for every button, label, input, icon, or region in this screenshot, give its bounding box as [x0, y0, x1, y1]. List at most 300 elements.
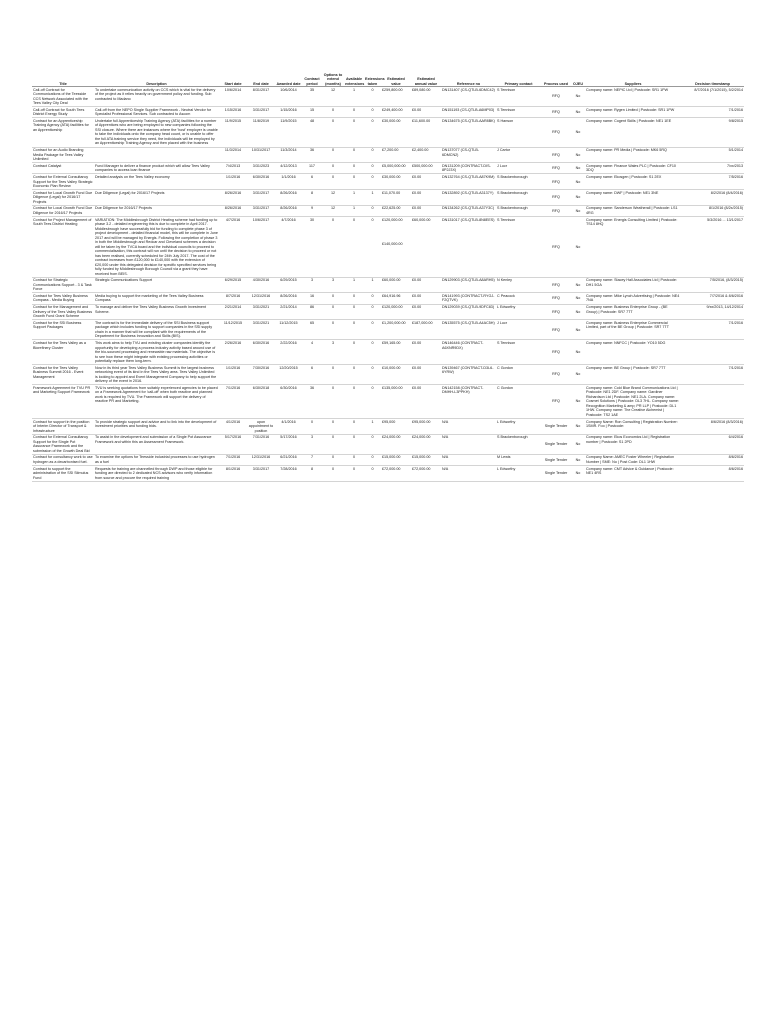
cell-reference-no-text: DN129039 (CS-QTLB-9DFC83): [442, 305, 495, 310]
cell-contract-period: [302, 147, 322, 163]
cell-annual-value: [411, 365, 441, 385]
cell-reference-no-text: DN151193 (CS-QTLB-A6MP03): [442, 107, 495, 112]
cell-process-used: [541, 217, 571, 278]
cell-start-date-text: 2/21/2014: [224, 305, 242, 310]
cell-options: [322, 190, 344, 206]
cell-process-used: [541, 466, 571, 482]
cell-title-text: Framework Agreement for TVU PR and Marketing Support Framework: [33, 385, 91, 395]
cell-available-text: 0: [352, 341, 356, 346]
cell-title: [32, 217, 94, 278]
cell-description: [94, 163, 219, 174]
cell-available-text: 0: [352, 305, 356, 310]
cell-options: [322, 87, 344, 107]
cell-process-used-text: RFQ: [552, 208, 560, 213]
cell-taken-text: 0: [371, 365, 374, 370]
cell-options-text: 12: [330, 190, 336, 195]
cell-estimated-value: [381, 419, 411, 435]
cell-taken-text: 1: [371, 278, 374, 283]
cell-decision-timestamp-text: 8/1/2016 (8/2x/2015): [708, 206, 743, 211]
cell-description-text: To examine the options for Teesside industrial processes to use hydrogen as a fuel: [95, 455, 215, 464]
cell-primary-contact-text: S Brackenborough: [497, 435, 528, 440]
cell-primary-contact: [496, 87, 541, 107]
cell-estimated-value: [381, 107, 411, 118]
cell-taken-text: 0: [371, 163, 374, 168]
table-row: [32, 190, 744, 206]
cell-taken: [364, 277, 381, 293]
cell-contract-period-text: 86: [309, 305, 315, 310]
cell-options: [322, 107, 344, 118]
cell-taken-text: 0: [371, 217, 374, 222]
cell-available-text: 0: [352, 435, 356, 440]
table-row: [32, 293, 744, 304]
cell-available: [344, 147, 364, 163]
cell-suppliers: [585, 466, 681, 482]
cell-awarded-date: [275, 434, 302, 454]
table-row: [32, 277, 744, 293]
col-estimated-value: Estimated value: [381, 72, 411, 87]
cell-end-date-text: 3/31/2017: [252, 107, 270, 112]
cell-description-text: Due Diligence for 2016/17 Projects: [95, 206, 152, 211]
cell-process-used-text: RFQ: [552, 350, 560, 355]
cell-options: [322, 217, 344, 278]
cell-estimated-value: [381, 174, 411, 190]
cell-awarded-date: [275, 277, 302, 293]
cell-estimated-value: [381, 118, 411, 147]
cell-decision-timestamp-text: 8/2/2016 (8/4/2016): [710, 190, 743, 195]
cell-suppliers-text: Company name: Ekosgen | Postcode: S1 2EX: [586, 175, 662, 180]
cell-process-used: [541, 190, 571, 206]
cell-description-text: TVU is seeking quotations from suitably experienced agencies to be placed on a Framework Agreement for 'call-off' when both reactive and planned work is required by TVU. The Framework will support the delivery of reactive PR and Marketing.: [95, 385, 218, 404]
cell-title: [32, 434, 94, 454]
cell-awarded-date: [275, 385, 302, 419]
cell-contract-period-text: 117: [309, 163, 315, 168]
cell-available: [344, 434, 364, 454]
cell-decision-timestamp: [681, 365, 744, 385]
cell-options: [322, 147, 344, 163]
cell-available: [344, 419, 364, 435]
cell-decision-timestamp: [681, 320, 744, 340]
cell-annual-value-text: £500,000.00: [412, 163, 433, 168]
cell-awarded-date-text: 1/1/2016: [281, 175, 296, 180]
cell-estimated-value-text: £24,000.00: [382, 435, 401, 440]
cell-primary-contact: [496, 277, 541, 293]
cell-description-text: To undertake communication activity on CCS which is vital for the delivery of the project as it relies heavily on government policy and funding. Sub contracted to Madano: [95, 87, 216, 101]
cell-end-date: [247, 174, 275, 190]
cell-estimated-value: [381, 277, 411, 293]
cell-estimated-value-text: £120,000.00: [382, 305, 403, 310]
cell-awarded-date: [275, 320, 302, 340]
cell-contract-period-text: 35: [309, 87, 315, 92]
cell-description-text: This work aims to help TVU and existing cluster companies identify the opportunity for developing a process industry activity based around use of the bio-sourced processing and renewable raw materials. The objective is to see how these might integrate with existing processing activities or potentially replace them long-term.: [95, 341, 216, 364]
cell-reference-no-text: N/A: [442, 419, 449, 424]
cell-taken: [364, 385, 381, 419]
cell-description: [94, 293, 219, 304]
cell-options: [322, 304, 344, 320]
cell-reference-no: [441, 365, 496, 385]
cell-contract-period: [302, 419, 322, 435]
cell-process-used: [541, 277, 571, 293]
cell-ojeu-text: No: [575, 94, 581, 99]
cell-description-text: Now in its third year Tees Valley Business Summit is the largest business networking event of its kind in the Tees Valley area. Tees Valley Unlimited is looking to appoint and Event Management Company to help support the delivery of the event in 2016.: [95, 365, 217, 384]
cell-reference-no-text: DN141993 (CONTRACT-RYGJ-F2QTVK): [442, 293, 495, 303]
col-contract-period: Contract period: [302, 72, 322, 87]
cell-ojeu: [571, 454, 585, 465]
cell-reference-no-text: DN129903 (CS-QTLB-A8ARH5): [442, 278, 495, 283]
cell-primary-contact: [496, 466, 541, 482]
cell-estimated-value-text: £11,070.00: [382, 190, 401, 195]
cell-available: [344, 293, 364, 304]
cell-description: [94, 304, 219, 320]
cell-available: [344, 190, 364, 206]
cell-title: [32, 385, 94, 419]
cell-available: [344, 174, 364, 190]
cell-end-date: [247, 107, 275, 118]
cell-start-date-text: 2/26/2016: [224, 341, 242, 346]
cell-decision-timestamp-text: 8/6/2016: [728, 455, 743, 460]
cell-process-used-text: RFQ: [552, 166, 560, 171]
cell-description: [94, 277, 219, 293]
cell-end-date: [247, 217, 275, 278]
cell-suppliers: [585, 87, 681, 107]
cell-taken: [364, 147, 381, 163]
cell-awarded-date: [275, 118, 302, 147]
cell-estimated-value: [381, 293, 411, 304]
cell-available-text: 1: [352, 87, 356, 92]
cell-title-text: Call-off Contract for South Tees District Energy Study: [33, 107, 85, 117]
cell-title: [32, 304, 94, 320]
cell-annual-value: [411, 385, 441, 419]
cell-description-text: To manage and deliver the Tees Valley Business Growth Investment Scheme.: [95, 305, 206, 314]
cell-end-date-text: 10/6/2017: [252, 217, 270, 222]
cell-primary-contact-text: M Lewis: [497, 455, 511, 460]
cell-contract-period-text: 3: [310, 435, 314, 440]
cell-options-text: 0: [331, 466, 335, 471]
cell-suppliers-text: Company name: Stacey Hall Associates Ltd | Postcode: DH1 5GA: [586, 278, 677, 287]
table-row: [32, 365, 744, 385]
cell-start-date-text: 6/29/2015: [224, 278, 242, 283]
cell-contract-period-text: 7: [310, 455, 314, 460]
cell-process-used-text: RFQ: [552, 309, 560, 314]
cell-process-used-text: RFQ: [552, 110, 560, 115]
cell-description: [94, 205, 219, 216]
cell-suppliers-text: Company name: Finance Wales PLC | Postcode: CF10 3DQ: [586, 163, 676, 173]
cell-awarded-date-text: 8/26/2016: [280, 206, 297, 211]
cell-contract-period-text: 48: [309, 118, 315, 123]
cell-awarded-date: [275, 340, 302, 365]
cell-title: [32, 419, 94, 435]
cell-awarded-date: [275, 419, 302, 435]
cell-available: [344, 466, 364, 482]
col-start-date: Start date: [219, 72, 247, 87]
cell-suppliers-text: Company name: Mike Lynch Advertising | Postcode: NE4 7NA: [586, 293, 680, 303]
cell-annual-value: [411, 205, 441, 216]
cell-start-date: [219, 340, 247, 365]
cell-decision-timestamp: [681, 163, 744, 174]
cell-decision-timestamp-text: 6/4/2016: [728, 435, 743, 440]
cell-ojeu: [571, 293, 585, 304]
cell-available-text: 1: [352, 206, 356, 211]
cell-start-date: [219, 147, 247, 163]
cell-reference-no: [441, 277, 496, 293]
table-row: [32, 205, 744, 216]
cell-title: [32, 147, 94, 163]
col-title: Title: [32, 72, 94, 87]
cell-suppliers: [585, 277, 681, 293]
cell-process-used: [541, 107, 571, 118]
cell-contract-period: [302, 320, 322, 340]
cell-estimated-value: [381, 217, 411, 278]
cell-primary-contact: [496, 107, 541, 118]
cell-process-used-text: RFQ: [552, 195, 560, 200]
cell-ojeu-text: No: [575, 457, 581, 462]
cell-annual-value-text: £24,000.00: [412, 435, 431, 440]
cell-awarded-date-text: 2/22/2016: [280, 341, 297, 346]
cell-reference-no: [441, 205, 496, 216]
cell-available: [344, 340, 364, 365]
cell-taken-text: 0: [371, 175, 374, 180]
cell-estimated-value: [381, 365, 411, 385]
cell-taken-text: 0: [371, 87, 374, 92]
cell-taken-text: 1: [371, 190, 374, 195]
cell-options: [322, 466, 344, 482]
cell-annual-value: [411, 147, 441, 163]
cell-primary-contact-text: S Brackenborough: [497, 190, 528, 195]
cell-decision-timestamp: [681, 205, 744, 216]
table-row: [32, 304, 744, 320]
cell-primary-contact-text: J Lucr: [497, 163, 508, 168]
cell-decision-timestamp: [681, 190, 744, 206]
cell-process-used-text: Single Tender: [544, 457, 568, 462]
cell-title-text: Contract for the Tees Valley as a Biorefinery Cluster: [33, 341, 86, 350]
cell-options-text: 0: [331, 118, 335, 123]
cell-suppliers-text: Company name: NNFCC | Postcode: YO10 5DG: [586, 341, 666, 346]
cell-estimated-value-text: £259,800.00: [382, 87, 403, 92]
cell-suppliers-text: Company name: Sanderson Weatherall | Postcode: LS1 4RG: [586, 206, 678, 215]
cell-end-date: [247, 320, 275, 340]
table-row: [32, 217, 744, 278]
cell-end-date: [247, 190, 275, 206]
cell-taken: [364, 466, 381, 482]
cell-annual-value: [411, 118, 441, 147]
cell-estimated-value-text: £30,000.00: [382, 175, 401, 180]
cell-ojeu-text: No: [575, 282, 581, 287]
cell-annual-value-text: £0.00: [412, 190, 422, 195]
cell-process-used-text: Single Tender: [544, 424, 568, 429]
cell-decision-timestamp: [681, 466, 744, 482]
cell-options-text: 12: [330, 206, 336, 211]
cell-ojeu-text: No: [575, 471, 581, 476]
cell-decision-timestamp: [681, 454, 744, 465]
cell-primary-contact: [496, 147, 541, 163]
cell-end-date-text: 7/31/2016: [252, 435, 270, 440]
cell-primary-contact: [496, 434, 541, 454]
col-ojeu: OJEU: [571, 72, 585, 87]
cell-reference-no: [441, 304, 496, 320]
cell-suppliers-text: Company Name: AMEC Foster Wheeler | Registration Number | SME: No | Post Code: DL1 1HW: [586, 455, 675, 464]
cell-reference-no: [441, 419, 496, 435]
cell-end-date-text: 3/31/2021: [252, 320, 270, 325]
cell-available-text: 0: [352, 217, 356, 222]
cell-suppliers-text: Company Name: Ron Consulting | Registration Number: 1SMR. Foo | Postcode:: [586, 419, 678, 429]
cell-end-date: [247, 419, 275, 435]
col-process-used: Process used: [541, 72, 571, 87]
cell-suppliers-text: Company name: NEPIC Ltd | Postcode: SR1 1PW: [586, 87, 669, 92]
cell-primary-contact-text: C Gordon: [497, 365, 513, 370]
cell-decision-timestamp-text: 7/5/2016: [728, 175, 743, 180]
cell-reference-no: [441, 454, 496, 465]
cell-options-text: 0: [331, 148, 335, 153]
cell-primary-contact-text: L Edworthy: [497, 466, 516, 471]
cell-awarded-date: [275, 466, 302, 482]
cell-title-text: Contract to support the administration of the SSI Stimulus Fund: [33, 466, 89, 480]
cell-ojeu-text: No: [575, 152, 581, 157]
cell-primary-contact-text: S Tennison: [497, 87, 516, 92]
cell-primary-contact-text: S Brackenborough: [497, 175, 528, 180]
cell-primary-contact-text: S Tennison: [497, 217, 516, 222]
cell-options-text: 0: [331, 175, 335, 180]
cell-available-text: 0: [352, 163, 356, 168]
cell-ojeu-text: No: [575, 350, 581, 355]
cell-options-text: 0: [331, 305, 335, 310]
cell-primary-contact: [496, 293, 541, 304]
cell-taken-text: 0: [371, 455, 374, 460]
cell-estimated-value: [381, 466, 411, 482]
cell-reference-no-text: DN142158 (CONTRACT-DMHH-L3PPKH): [442, 385, 484, 395]
cell-start-date: [219, 190, 247, 206]
cell-description: [94, 217, 219, 278]
cell-awarded-date-text: 4/12/2013: [280, 163, 297, 168]
cell-process-used: [541, 434, 571, 454]
cell-start-date-text: 8/26/2016: [224, 190, 242, 195]
cell-contract-period-text: 65: [309, 320, 315, 325]
cell-available-text: 0: [352, 365, 356, 370]
cell-estimated-value: [381, 340, 411, 365]
cell-decision-timestamp-text: 7/1/2016: [728, 320, 743, 325]
cell-start-date: [219, 466, 247, 482]
cell-annual-value: [411, 419, 441, 435]
cell-decision-timestamp: [681, 118, 744, 147]
cell-title-text: Contract Catalyst: [33, 163, 62, 168]
cell-end-date: [247, 293, 275, 304]
cell-annual-value: [411, 466, 441, 482]
cell-awarded-date-text: 11/12/2015: [279, 320, 298, 325]
cell-available-text: 0: [352, 148, 356, 153]
cell-awarded-date: [275, 87, 302, 107]
cell-available-text: 0: [352, 175, 356, 180]
cell-primary-contact: [496, 365, 541, 385]
cell-end-date: [247, 385, 275, 419]
cell-start-date: [219, 304, 247, 320]
cell-start-date: [219, 107, 247, 118]
cell-options-text: 0: [331, 293, 335, 298]
cell-estimated-value: [381, 163, 411, 174]
cell-estimated-value-text: £5,000,000.00: [382, 163, 406, 168]
cell-contract-period-text: 6: [310, 175, 314, 180]
cell-contract-period-text: 6: [310, 365, 314, 370]
cell-ojeu-text: No: [575, 372, 581, 377]
cell-reference-no-text: DN134675 (CS-QTLB-AAR8BK): [442, 118, 495, 123]
cell-suppliers-text: Company name: Rygen Limited | Postcode: SR1 1PW: [586, 107, 675, 112]
cell-process-used: [541, 174, 571, 190]
cell-title: [32, 320, 94, 340]
cell-options-text: 0: [331, 385, 335, 390]
cell-ojeu: [571, 340, 585, 365]
cell-end-date-text: 6/30/2018: [252, 385, 270, 390]
cell-title: [32, 466, 94, 482]
table-row: [32, 385, 744, 419]
cell-awarded-date-text: 4/7/2016: [281, 217, 296, 222]
cell-start-date-text: 4/7/2016: [225, 217, 241, 222]
cell-taken: [364, 107, 381, 118]
cell-end-date-text: 3/31/2023: [252, 163, 270, 168]
cell-annual-value-text: £0.00: [412, 107, 422, 112]
cell-annual-value-text: £0.00: [412, 206, 422, 211]
cell-suppliers-text: Company name: BE Group | Postcode: SR7 7TT: [586, 365, 666, 370]
cell-primary-contact: [496, 320, 541, 340]
cell-estimated-value-text: £22,625.00: [382, 206, 401, 211]
cell-options: [322, 340, 344, 365]
cell-primary-contact-text: S Tennison: [497, 107, 516, 112]
cell-annual-value-text: £89,080.00: [412, 87, 431, 92]
cell-description: [94, 147, 219, 163]
cell-available: [344, 118, 364, 147]
cell-end-date-text: 12/31/2016: [251, 293, 271, 298]
cell-title-text: Contract for consultancy work to use hydrogen as a decarbonised fuel.: [33, 455, 93, 464]
cell-estimated-value-text: £1,200,000.00: [382, 320, 406, 325]
cell-options-text: 0: [331, 217, 335, 222]
cell-taken: [364, 174, 381, 190]
cell-primary-contact-text: J Lucr: [497, 320, 508, 325]
cell-process-used: [541, 419, 571, 435]
cell-end-date-text: 6/30/2016: [252, 341, 270, 346]
cell-description: [94, 118, 219, 147]
cell-contract-period: [302, 87, 322, 107]
cell-title-text: Contract for Tees Valley Business Compass - Media Buying: [33, 293, 88, 303]
cell-primary-contact: [496, 118, 541, 147]
cell-taken: [364, 118, 381, 147]
cell-awarded-date-text: 7/28/2016: [280, 466, 297, 471]
cell-start-date-text: 7/4/2013: [225, 163, 241, 168]
cell-title-text: Contract for External Consultancy Support for the Tees Valley Strategic Economic Plan Review: [33, 175, 93, 189]
cell-description-text: To assist in the development and submission of a Single Pot Assurance Framework and within this an Assessment Framework.: [95, 435, 212, 444]
cell-taken-text: 0: [371, 305, 374, 310]
cell-awarded-date: [275, 454, 302, 465]
cell-taken: [364, 190, 381, 206]
cell-decision-timestamp: [681, 87, 744, 107]
cell-taken: [364, 434, 381, 454]
cell-contract-period-text: 8: [310, 190, 314, 195]
table-row: [32, 87, 744, 107]
cell-suppliers: [585, 217, 681, 278]
cell-awarded-date-text: 12/20/2015: [279, 365, 298, 370]
cell-description-text: Detailed analysis on the Tees Valley economy: [95, 175, 170, 180]
cell-contract-period: [302, 385, 322, 419]
cell-annual-value: [411, 320, 441, 340]
cell-ojeu-text: No: [575, 399, 581, 404]
cell-annual-value: [411, 190, 441, 206]
cell-ojeu-text: No: [575, 166, 581, 171]
cell-estimated-value-text: £60,000.00: [382, 278, 401, 283]
cell-annual-value: [411, 293, 441, 304]
table-row: [32, 340, 744, 365]
cell-contract-period-text: 3: [310, 278, 314, 283]
cell-available-text: 0: [352, 419, 356, 424]
cell-title: [32, 118, 94, 147]
cell-estimated-value-text: £15,000.00: [382, 455, 401, 460]
cell-awarded-date: [275, 205, 302, 216]
cell-start-date-text: 11/12/2015: [223, 320, 243, 325]
cell-annual-value: [411, 277, 441, 293]
